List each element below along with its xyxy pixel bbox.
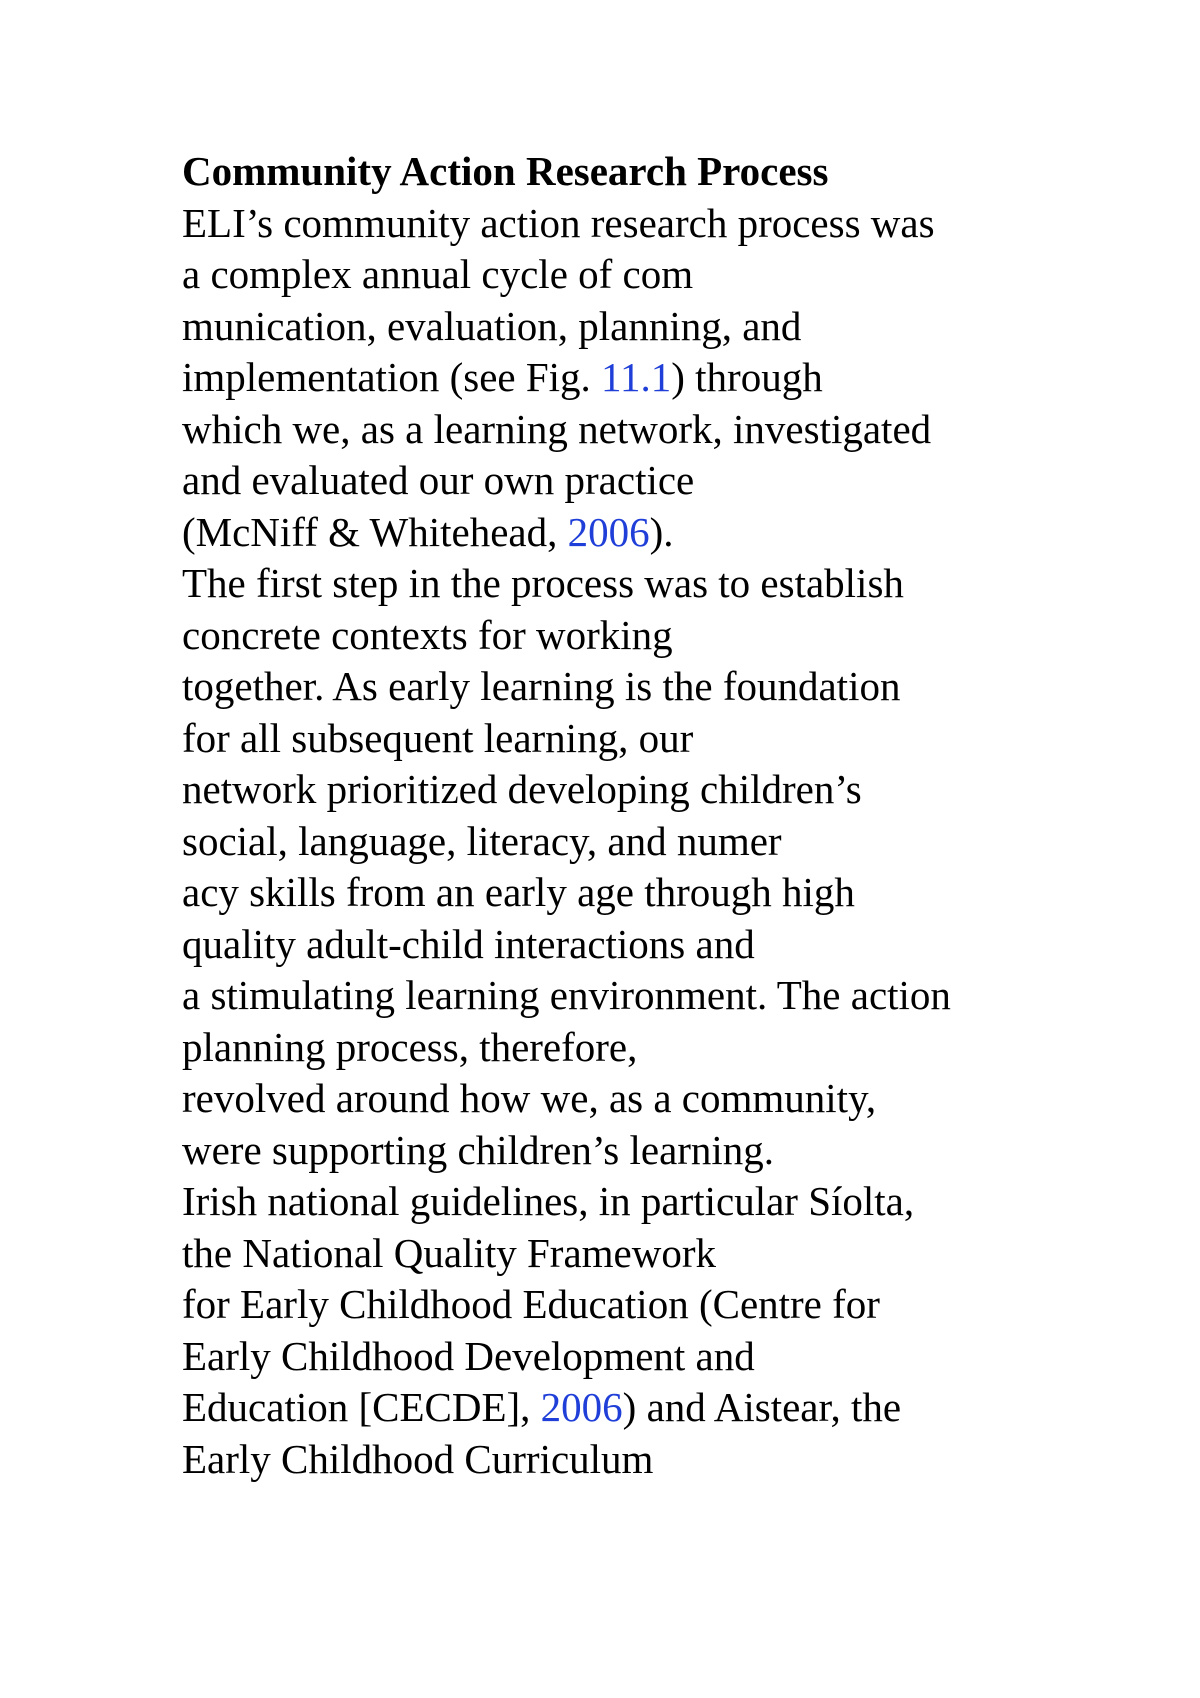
body-text: ). <box>649 508 674 555</box>
body-line-13: social, language, literacy, and numer <box>182 817 782 864</box>
body-line-23: Early Childhood Development and <box>182 1332 755 1379</box>
body-line-14: acy skills from an early age through high <box>182 869 855 915</box>
body-line-25: Early Childhood Curriculum <box>182 1435 654 1482</box>
document-body <box>182 146 1082 1485</box>
body-line-22: for Early Childhood Education (Centre for <box>182 1281 880 1327</box>
figure-reference-link[interactable]: 11.1 <box>601 354 672 400</box>
body-text: ) through <box>671 354 823 400</box>
section-heading: Community Action Research Process <box>182 148 829 194</box>
body-line-20: Irish national guidelines, in particular Síolta, <box>182 1178 915 1224</box>
body-line-17: planning process, therefore, <box>182 1023 638 1070</box>
body-line-9: concrete contexts for working <box>182 611 673 658</box>
citation-year-link[interactable]: 2006 <box>567 508 650 555</box>
body-text: (McNiff & Whitehead, <box>182 508 568 555</box>
body-line-3: munication, evaluation, planning, and <box>182 302 802 349</box>
body-line-21: the National Quality Framework <box>182 1229 717 1276</box>
body-text: implementation (see Fig. <box>182 354 602 400</box>
body-line-19: were supporting children’s learning. <box>182 1126 775 1173</box>
body-line-2: a complex annual cycle of com <box>182 251 694 297</box>
body-line-8: The first step in the process was to establish <box>182 560 904 606</box>
body-line-4 <box>182 352 1082 404</box>
body-text: Education [CECDE], <box>182 1384 541 1430</box>
citation-year-link[interactable]: 2006 <box>540 1384 623 1430</box>
body-text: ) and Aistear, the <box>622 1384 902 1430</box>
body-line-10: together. As early learning is the foundation <box>182 663 901 709</box>
body-line-1: ELI’s community action research process was <box>182 199 935 246</box>
body-line-18: revolved around how we, as a community, <box>182 1075 877 1121</box>
body-line-11: for all subsequent learning, our <box>182 714 694 761</box>
body-line-7 <box>182 507 1082 559</box>
body-line-12: network prioritized developing children’s <box>182 766 862 812</box>
body-line-24 <box>182 1382 1082 1434</box>
body-line-16: a stimulating learning environment. The action <box>182 972 951 1018</box>
body-line-5: which we, as a learning network, investigated <box>182 405 932 452</box>
body-line-6: and evaluated our own practice <box>182 457 695 503</box>
body-line-15: quality adult-child interactions and <box>182 920 755 967</box>
